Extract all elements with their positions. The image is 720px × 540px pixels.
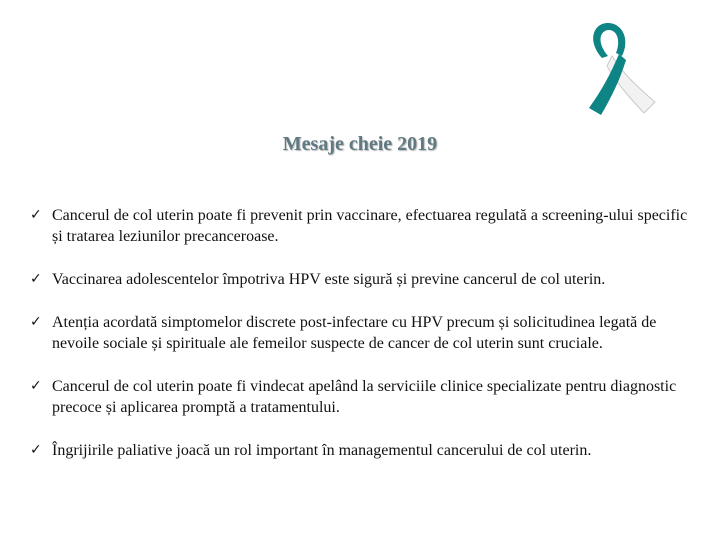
bullet-text: Vaccinarea adolescentelor împotriva HPV este sigură și previne cancerul de col uterin. (52, 271, 606, 288)
checkmark-icon: ✓ (30, 271, 42, 287)
bullet-item (30, 440, 690, 461)
slide-title: Mesaje cheie 2019 (282, 133, 438, 155)
checkmark-icon: ✓ (30, 442, 42, 458)
bullet-text: Atenția acordată simptomelor discrete post-infectare cu HPV precum și solicitudinea legată de nevoile sociale și spirituale ale femeilor suspecte de cancer de col uterin sunt cruciale. (52, 314, 657, 352)
bullet-text: Îngrijirile paliative joacă un rol important în managementul cancerului de col uterin. (52, 442, 592, 459)
awareness-ribbon-icon (578, 18, 658, 118)
bullet-item (30, 205, 690, 247)
bullet-item (30, 269, 690, 290)
bullet-text: Cancerul de col uterin poate fi vindecat apelând la serviciile clinice specializate pentru diagnostic precoce și aplicarea promptă a tratamentului. (52, 378, 677, 416)
bullet-item (30, 312, 690, 354)
checkmark-icon: ✓ (30, 378, 42, 394)
checkmark-icon: ✓ (30, 314, 42, 330)
key-messages-list (30, 205, 690, 483)
checkmark-icon: ✓ (30, 207, 42, 223)
bullet-text: Cancerul de col uterin poate fi prevenit prin vaccinare, efectuarea regulată a screening-ului specific și tratarea leziunilor precanceroase. (52, 207, 688, 245)
bullet-item (30, 376, 690, 418)
